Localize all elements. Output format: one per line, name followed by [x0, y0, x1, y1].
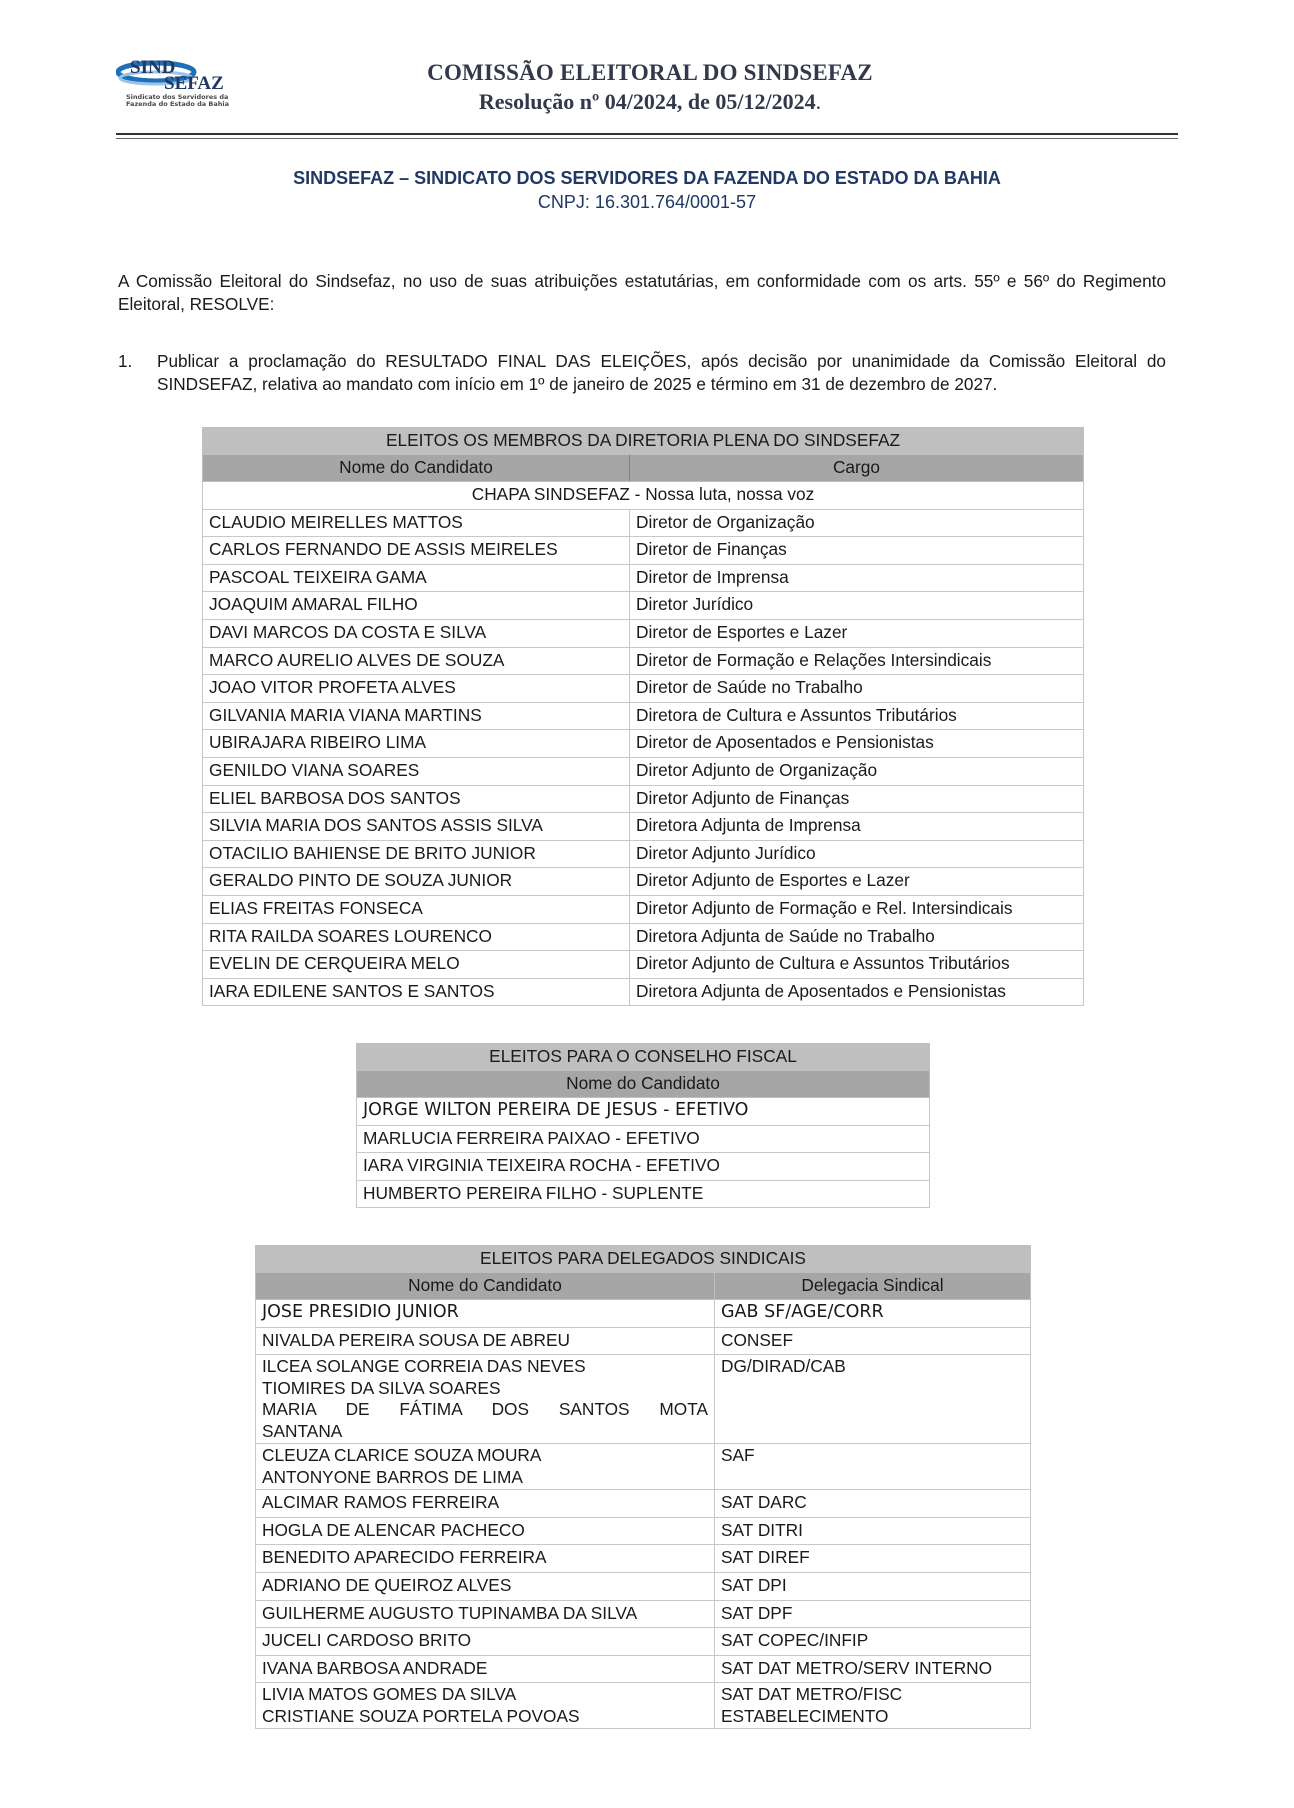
candidate-role: Diretor Jurídico	[630, 592, 1084, 620]
fiscal-member: IARA VIRGINIA TEIXEIRA ROCHA - EFETIVO	[357, 1153, 930, 1181]
delegate-name: TIOMIRES DA SILVA SOARES	[262, 1377, 501, 1398]
delegate-name: JOSE PRESIDIO JUNIOR	[256, 1300, 715, 1328]
delegate-name: NIVALDA PEREIRA SOUSA DE ABREU	[256, 1327, 715, 1355]
header-rule-thick	[116, 133, 1178, 135]
table-row	[256, 1628, 1031, 1656]
delegate-name: CLEUZA CLARICE SOUZA MOURA	[262, 1445, 542, 1466]
candidate-role: Diretor Adjunto de Cultura e Assuntos Tributários	[630, 951, 1084, 979]
logo-subtitle: Sindicato dos Servidores da Fazenda do Estado da Bahia	[126, 93, 230, 108]
delegate-office-line: ESTABELECIMENTO	[721, 1705, 889, 1726]
delegate-name: CRISTIANE SOUZA PORTELA POVOAS	[262, 1705, 580, 1726]
delegates-col-office: Delegacia Sindical	[715, 1273, 1031, 1300]
board-col-role: Cargo	[630, 455, 1084, 482]
delegate-office-line: SAF	[721, 1445, 755, 1466]
delegates-caption: ELEITOS PARA DELEGADOS SINDICAIS	[256, 1246, 1031, 1273]
candidate-role: Diretor de Formação e Relações Intersindicais	[630, 647, 1084, 675]
commission-title: COMISSÃO ELEITORAL DO SINDSEFAZ	[427, 60, 873, 85]
candidate-role: Diretora Adjunta de Imprensa	[630, 813, 1084, 841]
candidate-name: PASCOAL TEIXEIRA GAMA	[203, 564, 630, 592]
table-row	[203, 813, 1084, 841]
candidate-name: UBIRAJARA RIBEIRO LIMA	[203, 730, 630, 758]
candidate-name: OTACILIO BAHIENSE DE BRITO JUNIOR	[203, 840, 630, 868]
candidate-name: CARLOS FERNANDO DE ASSIS MEIRELES	[203, 537, 630, 565]
delegate-name: ANTONYONE BARROS DE LIMA	[262, 1466, 523, 1487]
table-row	[256, 1517, 1031, 1545]
table-row	[256, 1683, 1031, 1729]
candidate-name: GILVANIA MARIA VIANA MARTINS	[203, 702, 630, 730]
table-row	[357, 1098, 930, 1126]
delegate-office-line: DG/DIRAD/CAB	[721, 1356, 846, 1377]
resolution-line	[330, 89, 970, 115]
fiscal-member: MARLUCIA FERREIRA PAIXAO - EFETIVO	[357, 1125, 930, 1153]
candidate-name: ELIEL BARBOSA DOS SANTOS	[203, 785, 630, 813]
table-row	[203, 895, 1084, 923]
delegate-office	[715, 1444, 1031, 1490]
delegate-office: CONSEF	[715, 1327, 1031, 1355]
delegate-name: GUILHERME AUGUSTO TUPINAMBA DA SILVA	[256, 1600, 715, 1628]
table-row	[203, 757, 1084, 785]
candidate-name: RITA RAILDA SOARES LOURENCO	[203, 923, 630, 951]
table-row	[256, 1490, 1031, 1518]
delegate-name: MARIA DE FÁTIMA DOS SANTOS MOTA	[262, 1399, 708, 1420]
table-row	[256, 1327, 1031, 1355]
table-row	[256, 1355, 1031, 1444]
delegate-name: ADRIANO DE QUEIROZ ALVES	[256, 1572, 715, 1600]
table-row	[203, 592, 1084, 620]
delegate-names	[256, 1683, 715, 1729]
svg-text:SEFAZ: SEFAZ	[164, 73, 224, 94]
candidate-name: DAVI MARCOS DA COSTA E SILVA	[203, 619, 630, 647]
candidate-name: GENILDO VIANA SOARES	[203, 757, 630, 785]
delegate-name: ILCEA SOLANGE CORREIA DAS NEVES	[262, 1356, 586, 1377]
table-row	[203, 647, 1084, 675]
table-row	[203, 509, 1084, 537]
header-rule-thin	[116, 138, 1178, 139]
table-row	[203, 840, 1084, 868]
delegates-col-name: Nome do Candidato	[256, 1273, 715, 1300]
table-row	[256, 1655, 1031, 1683]
table-row	[357, 1153, 930, 1181]
item-text: Publicar a proclamação do RESULTADO FINAL DAS ELEIÇÕES, após decisão por unanimidade da Comissão Eleitoral do SINDSEFAZ, relativa ao mandato com início em 1º de janeiro de 2025 e término em 31 de dezembro de 2027.	[157, 351, 1166, 394]
candidate-role: Diretora Adjunta de Saúde no Trabalho	[630, 923, 1084, 951]
candidate-role: Diretor de Esportes e Lazer	[630, 619, 1084, 647]
delegate-office: SAT DITRI	[715, 1517, 1031, 1545]
slate-name: CHAPA SINDSEFAZ - Nossa luta, nossa voz	[203, 482, 1084, 510]
table-row	[203, 675, 1084, 703]
delegate-office: SAT COPEC/INFIP	[715, 1628, 1031, 1656]
candidate-name: IARA EDILENE SANTOS E SANTOS	[203, 978, 630, 1006]
organization-name: SINDSEFAZ – SINDICATO DOS SERVIDORES DA FAZENDA DO ESTADO DA BAHIA	[293, 168, 1001, 188]
delegate-office: SAT DARC	[715, 1490, 1031, 1518]
delegate-office	[715, 1355, 1031, 1444]
candidate-role: Diretor Adjunto de Formação e Rel. Intersindicais	[630, 895, 1084, 923]
candidate-role: Diretor Adjunto de Organização	[630, 757, 1084, 785]
fiscal-member: JORGE WILTON PEREIRA DE JESUS - EFETIVO	[357, 1098, 930, 1126]
table-row	[203, 978, 1084, 1006]
fiscal-caption: ELEITOS PARA O CONSELHO FISCAL	[357, 1044, 930, 1071]
table-row	[203, 564, 1084, 592]
candidate-role: Diretor de Organização	[630, 509, 1084, 537]
candidate-role: Diretora Adjunta de Aposentados e Pensionistas	[630, 978, 1084, 1006]
table-row	[203, 868, 1084, 896]
board-caption: ELEITOS OS MEMBROS DA DIRETORIA PLENA DO SINDSEFAZ	[203, 428, 1084, 455]
candidate-role: Diretor Adjunto de Finanças	[630, 785, 1084, 813]
table-row	[203, 702, 1084, 730]
delegate-names	[256, 1444, 715, 1490]
table-row	[357, 1180, 930, 1208]
sindsefaz-logo-mark	[116, 56, 256, 96]
candidate-name: ELIAS FREITAS FONSECA	[203, 895, 630, 923]
delegate-name: HOGLA DE ALENCAR PACHECO	[256, 1517, 715, 1545]
table-row	[203, 923, 1084, 951]
delegate-name: JUCELI CARDOSO BRITO	[256, 1628, 715, 1656]
delegate-office: SAT DAT METRO/SERV INTERNO	[715, 1655, 1031, 1683]
delegate-office: GAB SF/AGE/CORR	[715, 1300, 1031, 1328]
table-row	[256, 1300, 1031, 1328]
candidate-role: Diretor Adjunto Jurídico	[630, 840, 1084, 868]
delegate-office: SAT DPI	[715, 1572, 1031, 1600]
intro-paragraph: A Comissão Eleitoral do Sindsefaz, no uso de suas atribuições estatutárias, em conformidade com os arts. 55º e 56º do Regimento Eleitoral, RESOLVE:	[118, 271, 1166, 314]
candidate-role: Diretor de Aposentados e Pensionistas	[630, 730, 1084, 758]
delegate-name: LIVIA MATOS GOMES DA SILVA	[262, 1684, 517, 1705]
table-row	[357, 1125, 930, 1153]
resolution-period: .	[815, 89, 822, 114]
candidate-name: MARCO AURELIO ALVES DE SOUZA	[203, 647, 630, 675]
delegate-office	[715, 1683, 1031, 1729]
table-row	[256, 1545, 1031, 1573]
candidate-name: JOAQUIM AMARAL FILHO	[203, 592, 630, 620]
delegate-office: SAT DPF	[715, 1600, 1031, 1628]
delegate-office-line: SAT DAT METRO/FISC	[721, 1684, 903, 1705]
table-row	[203, 619, 1084, 647]
sindsefaz-logo	[116, 56, 256, 114]
board-table	[202, 427, 1084, 1006]
delegate-office: SAT DIREF	[715, 1545, 1031, 1573]
delegate-name: ALCIMAR RAMOS FERREIRA	[256, 1490, 715, 1518]
delegates-table	[255, 1245, 1031, 1729]
table-row	[256, 1600, 1031, 1628]
fiscal-council-table	[356, 1043, 930, 1208]
candidate-role: Diretor Adjunto de Esportes e Lazer	[630, 868, 1084, 896]
board-col-name: Nome do Candidato	[203, 455, 630, 482]
candidate-role: Diretor de Imprensa	[630, 564, 1084, 592]
candidate-name: EVELIN DE CERQUEIRA MELO	[203, 951, 630, 979]
table-row	[256, 1444, 1031, 1490]
table-row	[256, 1572, 1031, 1600]
fiscal-col-name: Nome do Candidato	[357, 1071, 930, 1098]
delegate-name: BENEDITO APARECIDO FERREIRA	[256, 1545, 715, 1573]
table-row	[203, 785, 1084, 813]
item-number: 1.	[118, 351, 133, 371]
candidate-name: CLAUDIO MEIRELLES MATTOS	[203, 509, 630, 537]
candidate-name: GERALDO PINTO DE SOUZA JUNIOR	[203, 868, 630, 896]
svg-text:SIND: SIND	[130, 57, 176, 78]
fiscal-member: HUMBERTO PEREIRA FILHO - SUPLENTE	[357, 1180, 930, 1208]
table-row	[203, 537, 1084, 565]
organization-cnpj: CNPJ: 16.301.764/0001-57	[537, 192, 757, 212]
resolution-text: Resolução nº 04/2024, de 05/12/2024	[478, 89, 816, 114]
candidate-role: Diretora de Cultura e Assuntos Tributários	[630, 702, 1084, 730]
delegate-name: IVANA BARBOSA ANDRADE	[256, 1655, 715, 1683]
candidate-name: JOAO VITOR PROFETA ALVES	[203, 675, 630, 703]
delegate-names	[256, 1355, 715, 1444]
candidate-role: Diretor de Saúde no Trabalho	[630, 675, 1084, 703]
table-row	[203, 951, 1084, 979]
table-row	[203, 730, 1084, 758]
candidate-name: SILVIA MARIA DOS SANTOS ASSIS SILVA	[203, 813, 630, 841]
delegate-name-continued: SANTANA	[262, 1420, 343, 1441]
candidate-role: Diretor de Finanças	[630, 537, 1084, 565]
